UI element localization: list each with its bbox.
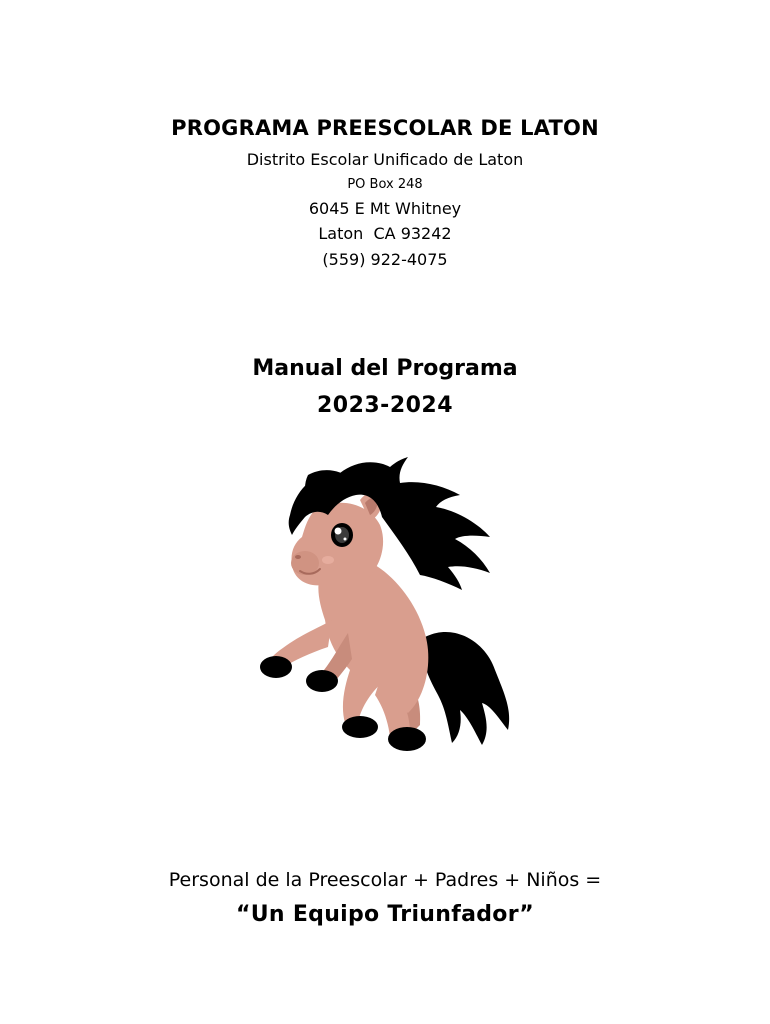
manual-title: Manual del Programa	[252, 356, 518, 381]
district-name: Distrito Escolar Unificado de Laton	[246, 150, 524, 169]
team-equation: Personal de la Preescolar + Padres + Niños =	[168, 869, 602, 891]
pony-hoof-hind-front	[388, 727, 426, 751]
team-motto: “Un Equipo Triunfador”	[235, 902, 535, 927]
pony-icon	[250, 455, 520, 755]
po-box: PO Box 248	[347, 177, 423, 192]
phone-number: (559) 922-4075	[322, 250, 448, 269]
pony-muzzle	[291, 551, 319, 575]
program-title: PROGRAMA PREESCOLAR DE LATON	[171, 116, 599, 140]
school-year: 2023-2024	[316, 393, 454, 418]
pony-hoof-front-right	[306, 670, 338, 692]
street-address: 6045 E Mt Whitney	[308, 199, 462, 218]
city-state-zip: Laton CA 93242	[318, 224, 452, 243]
pony-forelock	[305, 470, 350, 507]
pony-hoof-hind-back	[342, 716, 378, 738]
pony-tail	[420, 632, 509, 745]
pony-hoof-front-left	[260, 656, 292, 678]
